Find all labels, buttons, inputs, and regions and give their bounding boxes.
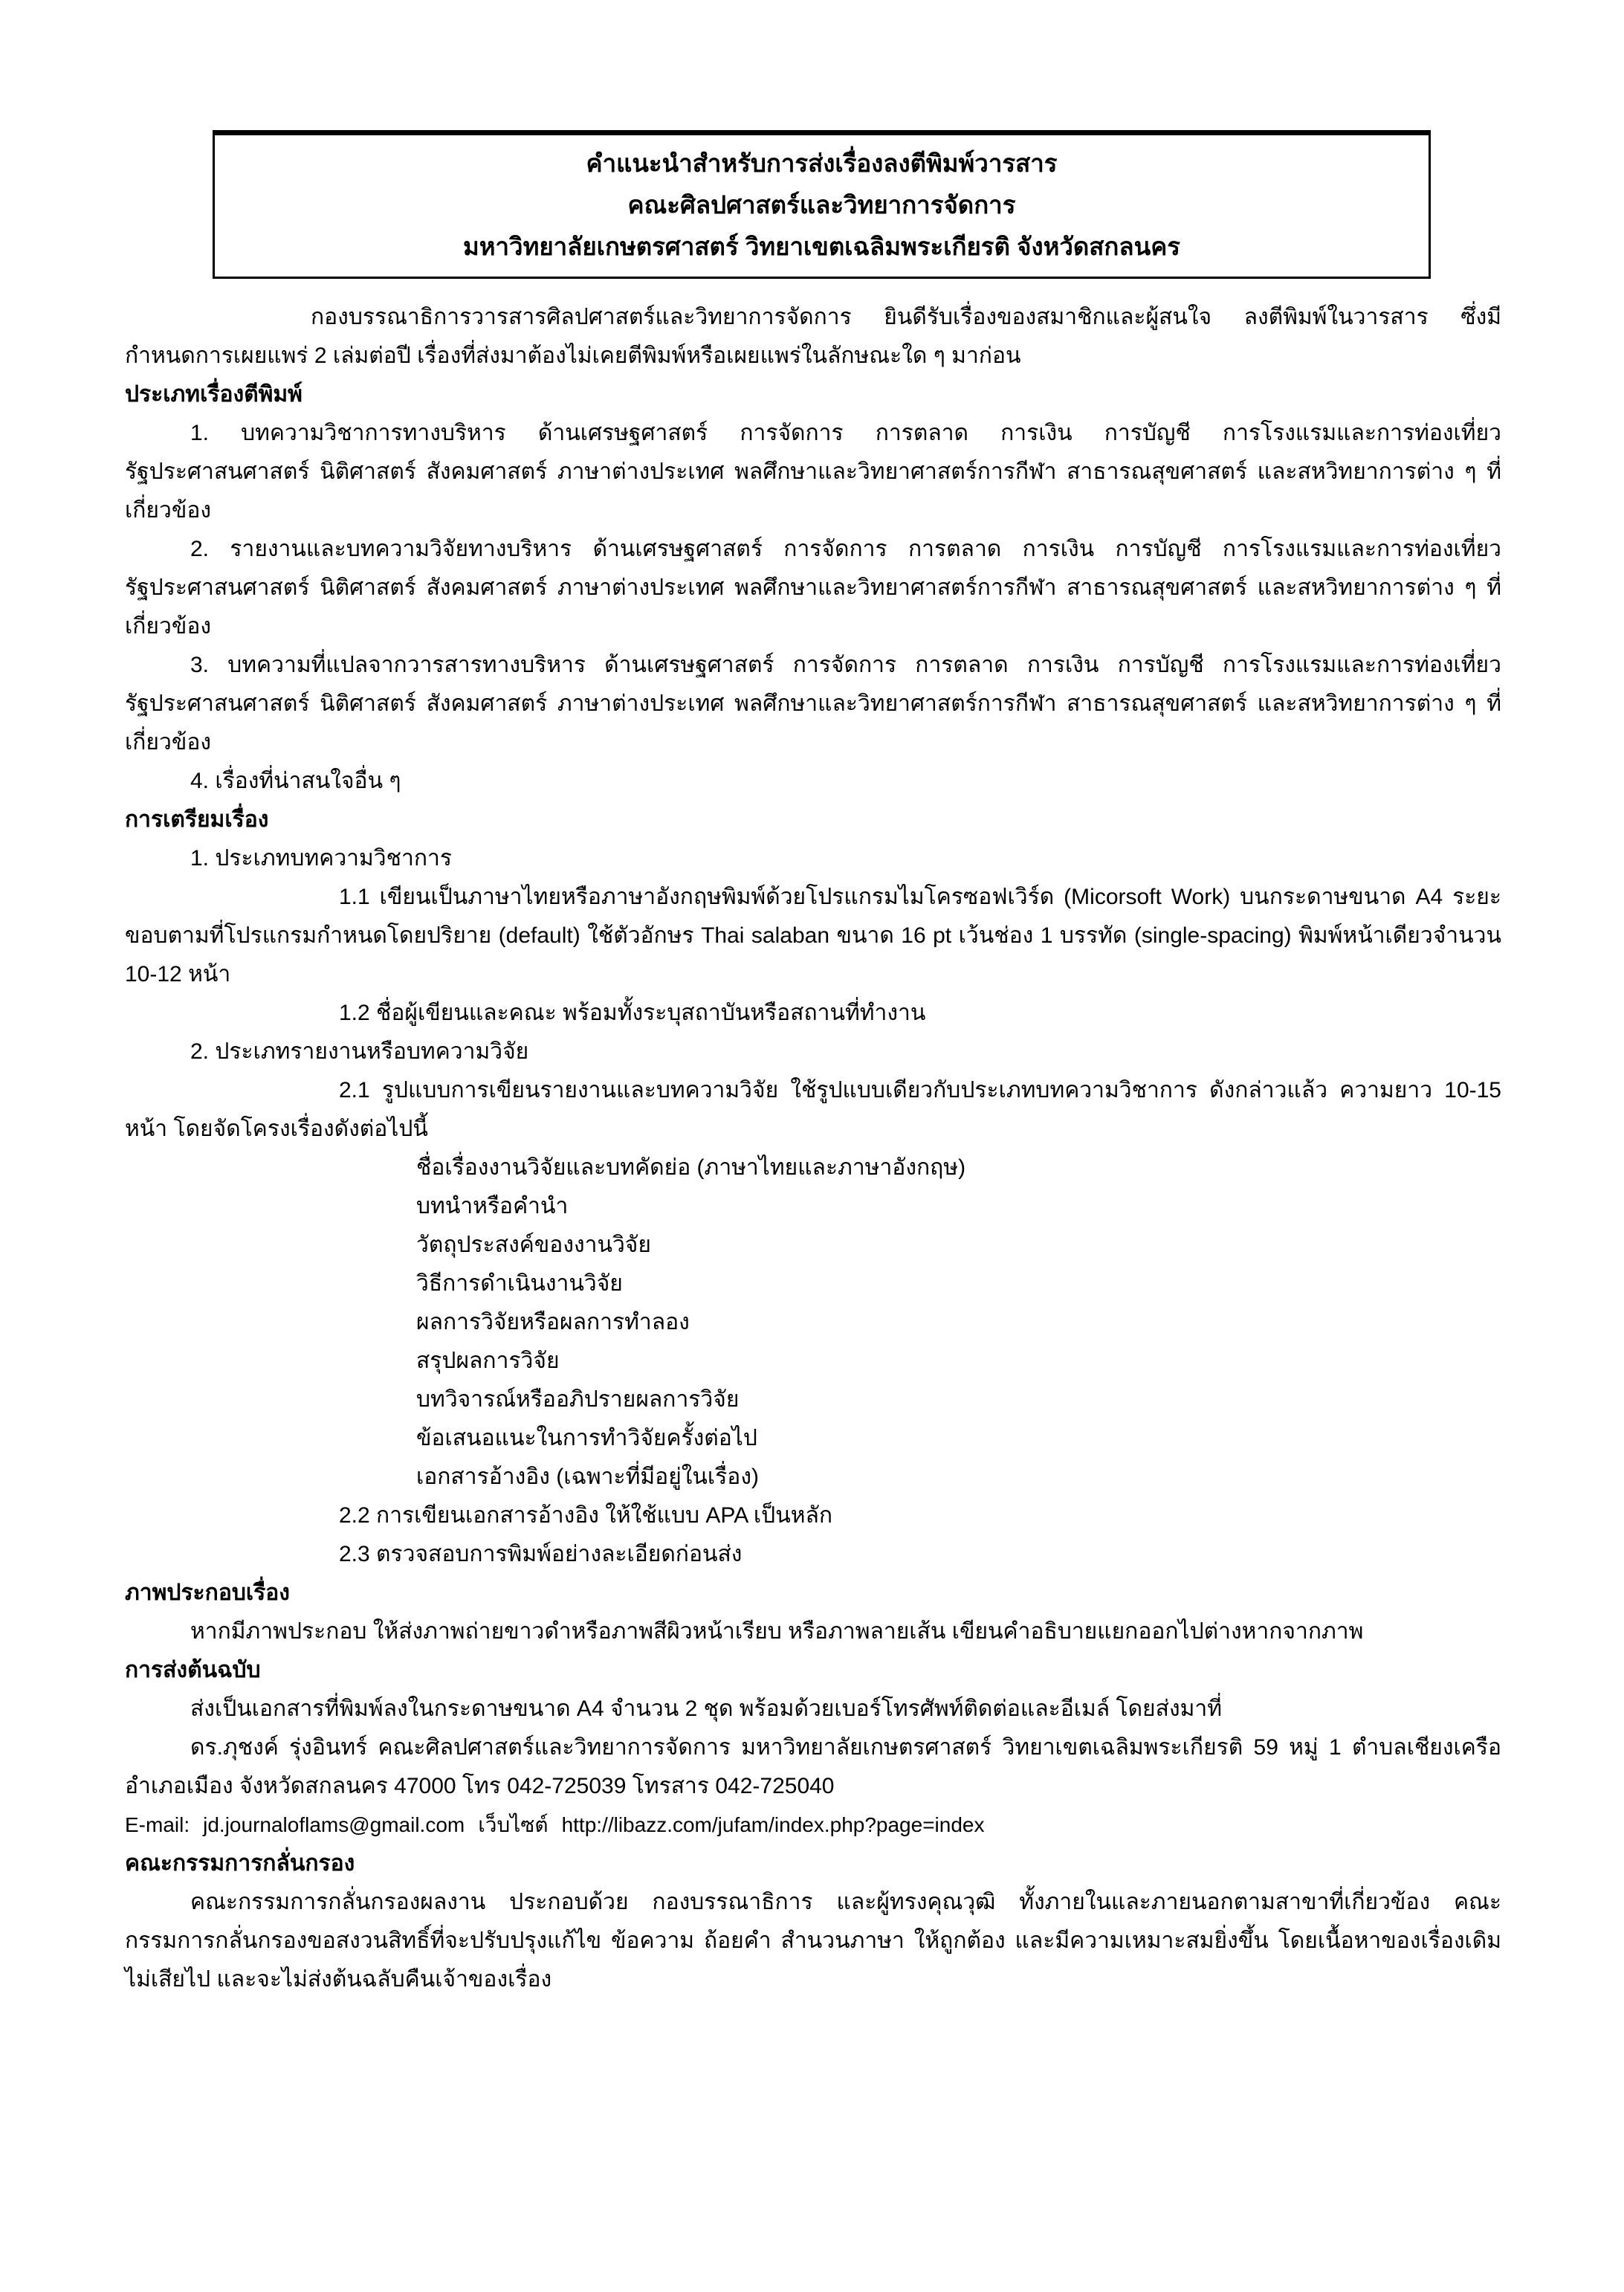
research-structure-list [125,1149,1501,1497]
preparation-item-2-1: 2.1 รูปแบบการเขียนรายงานและบทความวิจัย ใช้รูปแบบเดียวกับประเภทบทความวิชาการ ดังกล่าวแล้ว ความยาว 10-15 หน้า โดยจัดโครงเรื่องดังต่อไปนี้ [125,1078,1501,1141]
review-committee-paragraph: คณะกรรมการกลั่นกรองผลงาน ประกอบด้วย กองบรรณาธิการ และผู้ทรงคุณวุฒิ ทั้งภายในและภายนอกตามสาขาที่เกี่ยวข้อง คณะกรรมการกลั่นกรองขอสงวนสิทธิ์ที่จะปรับปรุงแก้ไข ข้อความ ถ้อยคำ สำนวนภาษา ให้ถูกต้อง และมีความเหมาะสมยิ่งขึ้น โดยเนื้อหาของเรื่องเดิมไม่เสียไป และจะไม่ส่งต้นฉลับคืนเจ้าของเรื่อง [125,1890,1501,1992]
preparation-item-2: 2. ประเภทรายงานหรือบทความวิจัย [190,1039,529,1064]
preparation-item-2-2: 2.2 การเขียนเอกสารอ้างอิง ให้ใช้แบบ APA เป็นหลัก [339,1503,833,1528]
heading-submission: การส่งต้นฉบับ [125,1658,261,1682]
intro-paragraph: กองบรรณาธิการวารสารศิลปศาสตร์และวิทยาการจัดการ ยินดีรับเรื่องของสมาชิกและผู้สนใจ ลงตีพิมพ์ในวารสาร ซึ่งมีกำหนดการเผยแพร่ 2 เล่มต่อปี เรื่องที่ส่งมาต้องไม่เคยตีพิมพ์หรือเผยแพร่ในลักษณะใด ๆ มาก่อน [125,305,1501,368]
structure-item-title-abstract: ชื่อเรื่องงานวิจัยและบทคัดย่อ (ภาษาไทยและภาษาอังกฤษ) [416,1155,966,1180]
title-line-2: คณะศิลปศาสตร์และวิทยาการจัดการ [627,191,1016,219]
structure-item-introduction: บทนำหรือคำนำ [416,1194,569,1218]
structure-item-conclusion: สรุปผลการวิจัย [416,1349,560,1373]
email-label: E-mail: [125,1813,190,1836]
website-url: http://libazz.com/jufam/index.php?page=index [561,1813,985,1836]
title-line-1: คำแนะนำสำหรับการส่งเรื่องลงตีพิมพ์วารสาร [586,149,1058,177]
publication-type-item-3: 3. บทความที่แปลจากวารสารทางบริหาร ด้านเศรษฐศาสตร์ การจัดการ การตลาด การเงิน การบัญชี การโรงแรมและการท่องเที่ยว รัฐประศาสนศาสตร์ นิติศาสตร์ สังคมศาสตร์ ภาษาต่างประเทศ พลศึกษาและวิทยาศาสตร์การกีฬา สาธารณสุขศาสตร์ และสหวิทยาการต่าง ๆ ที่เกี่ยวข้อง [125,653,1501,755]
heading-illustrations: ภาพประกอบเรื่อง [125,1581,290,1605]
email-address: jd.journaloflams@gmail.com [203,1813,465,1836]
illustrations-paragraph: หากมีภาพประกอบ ให้ส่งภาพถ่ายขาวดำหรือภาพสีผิวหน้าเรียบ หรือภาพลายเส้น เขียนคำอธิบายแยกออกไปต่างหากจากภาพ [190,1619,1364,1644]
contact-line [125,1806,1501,1844]
preparation-item-2-3: 2.3 ตรวจสอบการพิมพ์อย่างละเอียดก่อนส่ง [339,1542,743,1566]
heading-publication-types: ประเภทเรื่องตีพิมพ์ [125,382,303,407]
structure-item-results: ผลการวิจัยหรือผลการทำลอง [416,1310,690,1334]
heading-review-committee: คณะกรรมการกลั่นกรอง [125,1851,355,1876]
title-line-3: มหาวิทยาลัยเกษตรศาสตร์ วิทยาเขตเฉลิมพระเกียรติ จังหวัดสกลนคร [463,233,1180,260]
heading-preparation: การเตรียมเรื่อง [125,807,269,832]
structure-item-references: เอกสารอ้างอิง (เฉพาะที่มีอยู่ในเรื่อง) [416,1465,759,1489]
preparation-item-1: 1. ประเภทบทความวิชาการ [190,846,452,871]
publication-type-item-1: 1. บทความวิชาการทางบริหาร ด้านเศรษฐศาสตร์ การจัดการ การตลาด การเงิน การบัญชี การโรงแรมและการท่องเที่ยว รัฐประศาสนศาสตร์ นิติศาสตร์ สังคมศาสตร์ ภาษาต่างประเทศ พลศึกษาและวิทยาศาสตร์การกีฬา สาธารณสุขศาสตร์ และสหวิทยาการต่าง ๆ ที่เกี่ยวข้อง [125,421,1501,523]
publication-type-item-4: 4. เรื่องที่น่าสนใจอื่น ๆ [190,769,401,793]
structure-item-discussion: บทวิจารณ์หรืออภิปรายผลการวิจัย [416,1387,740,1412]
title-box [213,130,1431,279]
structure-item-objectives: วัตถุประสงค์ของงานวิจัย [416,1233,651,1257]
document-body [125,298,1501,1999]
submission-paragraph: ส่งเป็นเอกสารที่พิมพ์ลงในกระดาษขนาด A4 จำนวน 2 ชุด พร้อมด้วยเบอร์โทรศัพท์ติดต่อและอีเมล์ โดยส่งมาที่ [190,1697,1222,1721]
publication-type-item-2: 2. รายงานและบทความวิจัยทางบริหาร ด้านเศรษฐศาสตร์ การจัดการ การตลาด การเงิน การบัญชี การโรงแรมและการท่องเที่ยว รัฐประศาสนศาสตร์ นิติศาสตร์ สังคมศาสตร์ ภาษาต่างประเทศ พลศึกษาและวิทยาศาสตร์การกีฬา สาธารณสุขศาสตร์ และสหวิทยาการต่าง ๆ ที่เกี่ยวข้อง [125,537,1501,639]
structure-item-suggestions: ข้อเสนอแนะในการทำวิจัยครั้งต่อไป [416,1426,757,1450]
preparation-item-1-1: 1.1 เขียนเป็นภาษาไทยหรือภาษาอังกฤษพิมพ์ด้วยโปรแกรมไมโครซอฟเวิร์ด (Micorsoft Work) บนกระดาษขนาด A4 ระยะขอบตามที่โปรแกรมกำหนดโดยปริยาย (default) ใช้ตัวอักษร Thai salaban ขนาด 16 pt เว้นช่อง 1 บรรทัด (single-spacing) พิมพ์หน้าเดียวจำนวน 10-12 หน้า [125,885,1501,987]
structure-item-methodology: วิธีการดำเนินงานวิจัย [416,1271,623,1296]
preparation-item-1-2: 1.2 ชื่อผู้เขียนและคณะ พร้อมทั้งระบุสถาบันหรือสถานที่ทำงาน [339,1001,926,1025]
website-label: เว็บไซต์ [478,1813,549,1836]
submission-address: ดร.ภุชงค์ รุ่งอินทร์ คณะศิลปศาสตร์และวิทยาการจัดการ มหาวิทยาลัยเกษตรศาสตร์ วิทยาเขตเฉลิมพระเกียรติ 59 หมู่ 1 ตำบลเชียงเครือ อำเภอเมือง จังหวัดสกลนคร 47000 โทร 042-725039 โทรสาร 042-725040 [125,1735,1501,1798]
